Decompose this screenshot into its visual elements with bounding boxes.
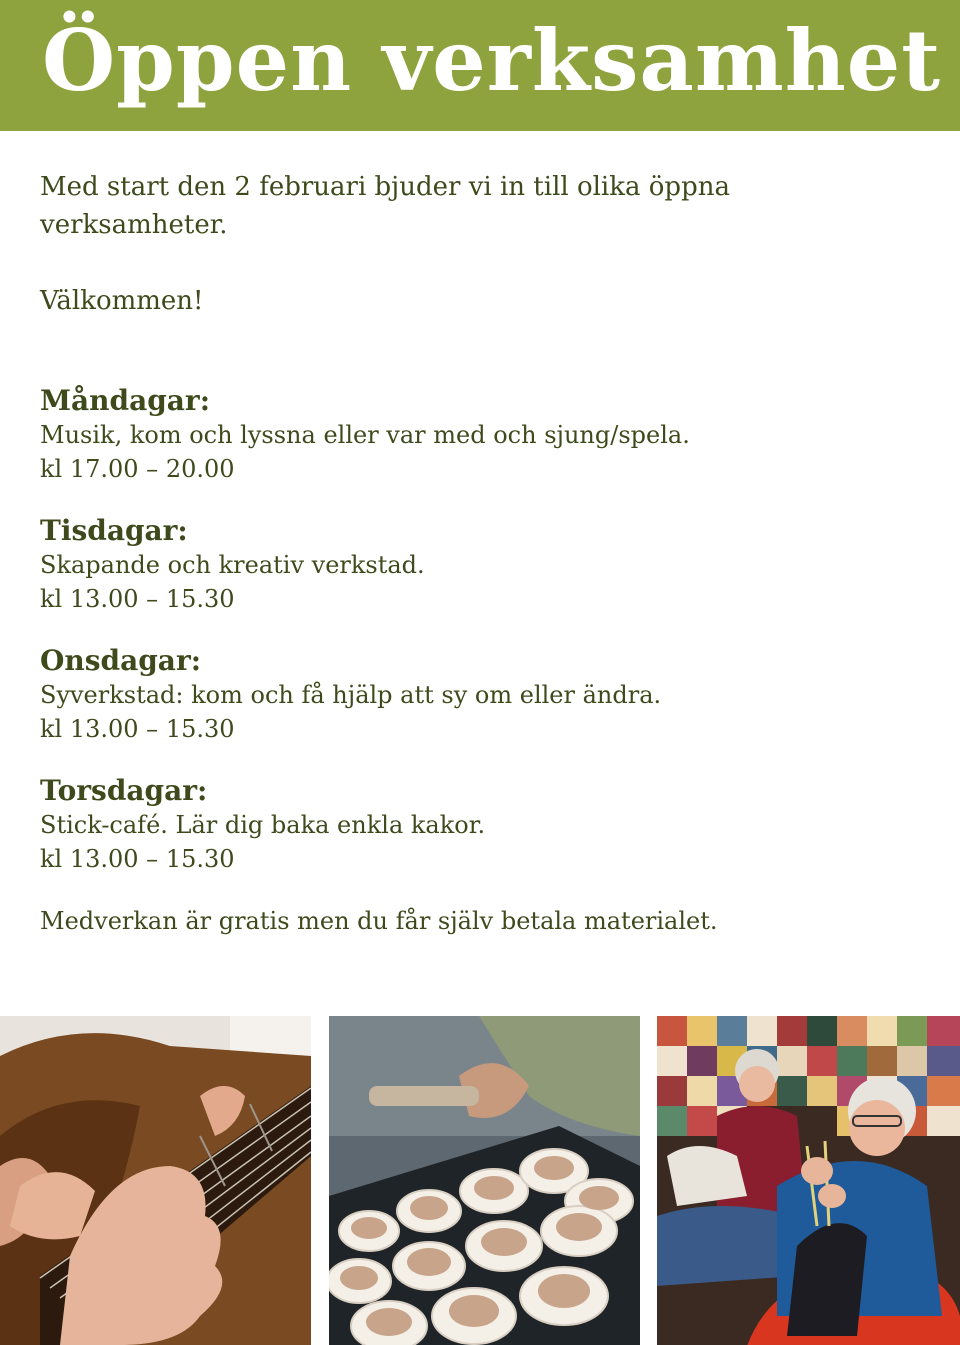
footer-note: Medverkan är gratis men du får själv betala materialet. [40,907,718,935]
page-title: Öppen verksamhet [42,11,942,110]
day-description: Musik, kom och lyssna eller var med och sjung/spela. [40,421,690,449]
baking-photo [329,1016,640,1345]
schedule-monday [40,384,920,486]
day-title: Tisdagar: [40,514,188,547]
photo-strip [0,1016,960,1345]
day-title: Måndagar: [40,384,211,417]
header-banner [0,0,960,131]
main-content [40,168,920,938]
day-description: Skapande och kreativ verkstad. [40,551,425,579]
day-time: kl 17.00 – 20.00 [40,455,235,483]
guitar-photo [0,1016,311,1345]
day-time: kl 13.00 – 15.30 [40,715,235,743]
schedule-wednesday [40,644,920,746]
day-description: Stick-café. Lär dig baka enkla kakor. [40,811,486,839]
intro-text: Med start den 2 februari bjuder vi in till olika öppna verksamheter. [40,172,730,240]
schedule [40,384,920,876]
day-time: kl 13.00 – 15.30 [40,585,235,613]
schedule-tuesday [40,514,920,616]
day-description: Syverkstad: kom och få hjälp att sy om eller ändra. [40,681,662,709]
day-time: kl 13.00 – 15.30 [40,845,235,873]
day-title: Onsdagar: [40,644,202,677]
welcome-text: Välkommen! [40,286,204,316]
schedule-thursday [40,774,920,876]
day-title: Torsdagar: [40,774,208,807]
knitting-photo [657,1016,960,1345]
